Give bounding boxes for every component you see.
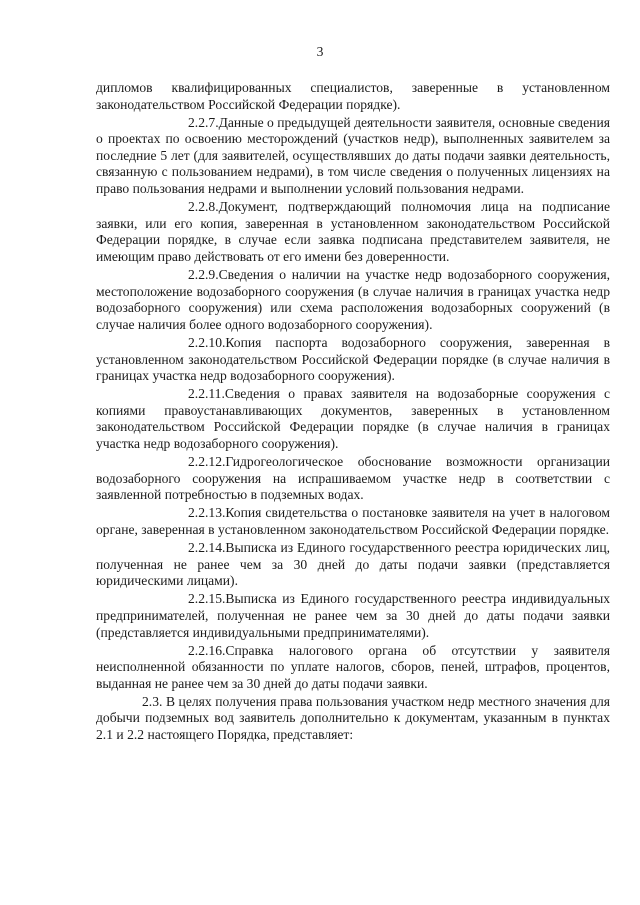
continuation-paragraph: дипломов квалифицированных специалистов, заверенные в установленном законодательством Российской Федерации порядке). [96, 80, 610, 112]
item-2-2-11 [96, 386, 610, 452]
item-number: 2.2.15. [188, 591, 226, 607]
item-2-2-10 [96, 335, 610, 385]
document-body [96, 80, 610, 745]
item-number: 2.2.13. [188, 505, 226, 521]
item-text: Сведения о правах заявителя на водозаборные сооружения с копиями правоустанавливающих документов, заверенных в установленном законодательством Российской Федерации порядке (в случае наличия в границах участка недр водозаборного сооружения). [96, 386, 610, 451]
item-2-2-8 [96, 199, 610, 265]
item-2-2-16 [96, 643, 610, 693]
item-text: Гидрогеологическое обоснование возможности организации водозаборного сооружения на испрашиваемом участке недр в соответствии с заявленной потребностью в подземных водах. [96, 454, 610, 503]
item-text: Справка налогового органа об отсутствии у заявителя неисполненной обязанности по уплате налогов, сборов, пеней, штрафов, процентов, выданная не ранее чем за 30 дней до даты подачи заявки. [96, 642, 610, 691]
item-text: Копия паспорта водозаборного сооружения, заверенная в установленном законодательством Российской Федерации порядке (в случае наличия в границах участка недр водозаборного сооружения). [96, 334, 610, 384]
item-number: 2.2.11. [188, 386, 225, 402]
item-2-2-14 [96, 540, 610, 590]
item-number: 2.2.14. [188, 540, 226, 556]
item-2-2-15 [96, 591, 610, 641]
item-text: Выписка из Единого государственного реестра юридических лиц, полученная не ранее чем за 30 дней до даты подачи заявки (представляется юридическими лицами). [96, 540, 610, 589]
item-text: Копия свидетельства о постановке заявителя на учет в налоговом органе, заверенная в установленном законодательством Российской Федерации порядке. [96, 505, 610, 537]
item-number: 2.2.10. [188, 334, 226, 350]
item-number: 2.2.12. [188, 454, 226, 470]
item-2-2-9 [96, 267, 610, 333]
page-number: 3 [316, 44, 324, 59]
item-number: 2.2.9. [188, 267, 219, 283]
item-text: Документ, подтверждающий полномочия лица на подписание заявки, или его копия, заверенная в установленном законодательством Российской Федерации порядке, в случае если заявка подписана представителем заявителя, не имеющим право действовать от его имени без доверенности. [96, 199, 610, 264]
item-2-2-12 [96, 454, 610, 504]
item-2-2-7 [96, 115, 610, 198]
section-2-3-paragraph: 2.3. В целях получения права пользования участком недр местного значения для добычи подземных вод заявитель дополнительно к документам, указанным в пунктах 2.1 и 2.2 настоящего Порядка, представляет: [96, 693, 610, 743]
item-number: 2.2.7. [188, 114, 219, 130]
item-text: Данные о предыдущей деятельности заявителя, основные сведения о проектах по освоению месторождений (участков недр), выполненных заявителем за последние 5 лет (для заявителей, осуществлявших до даты подачи заявки деятельность, связанную с пользованием недрами), в том числе сведения о полученных лицензиях на право пользования недрами и выполнении условий пользования недрами. [96, 114, 610, 197]
item-text: Выписка из Единого государственного реестра индивидуальных предпринимателей, полученная не ранее чем за 30 дней до даты подачи заявки (представляется индивидуальными предпринимателями). [96, 591, 610, 640]
item-text: Сведения о наличии на участке недр водозаборного сооружения, местоположение водозаборного сооружения (в случае наличия в границах участка недр водозаборного сооружения) или схема расположения водозаборных сооружений (в случае наличия более одного водозаборного сооружения). [96, 267, 610, 332]
item-number: 2.2.8. [188, 199, 219, 215]
item-2-2-13 [96, 505, 610, 538]
item-number: 2.2.16. [188, 642, 226, 658]
